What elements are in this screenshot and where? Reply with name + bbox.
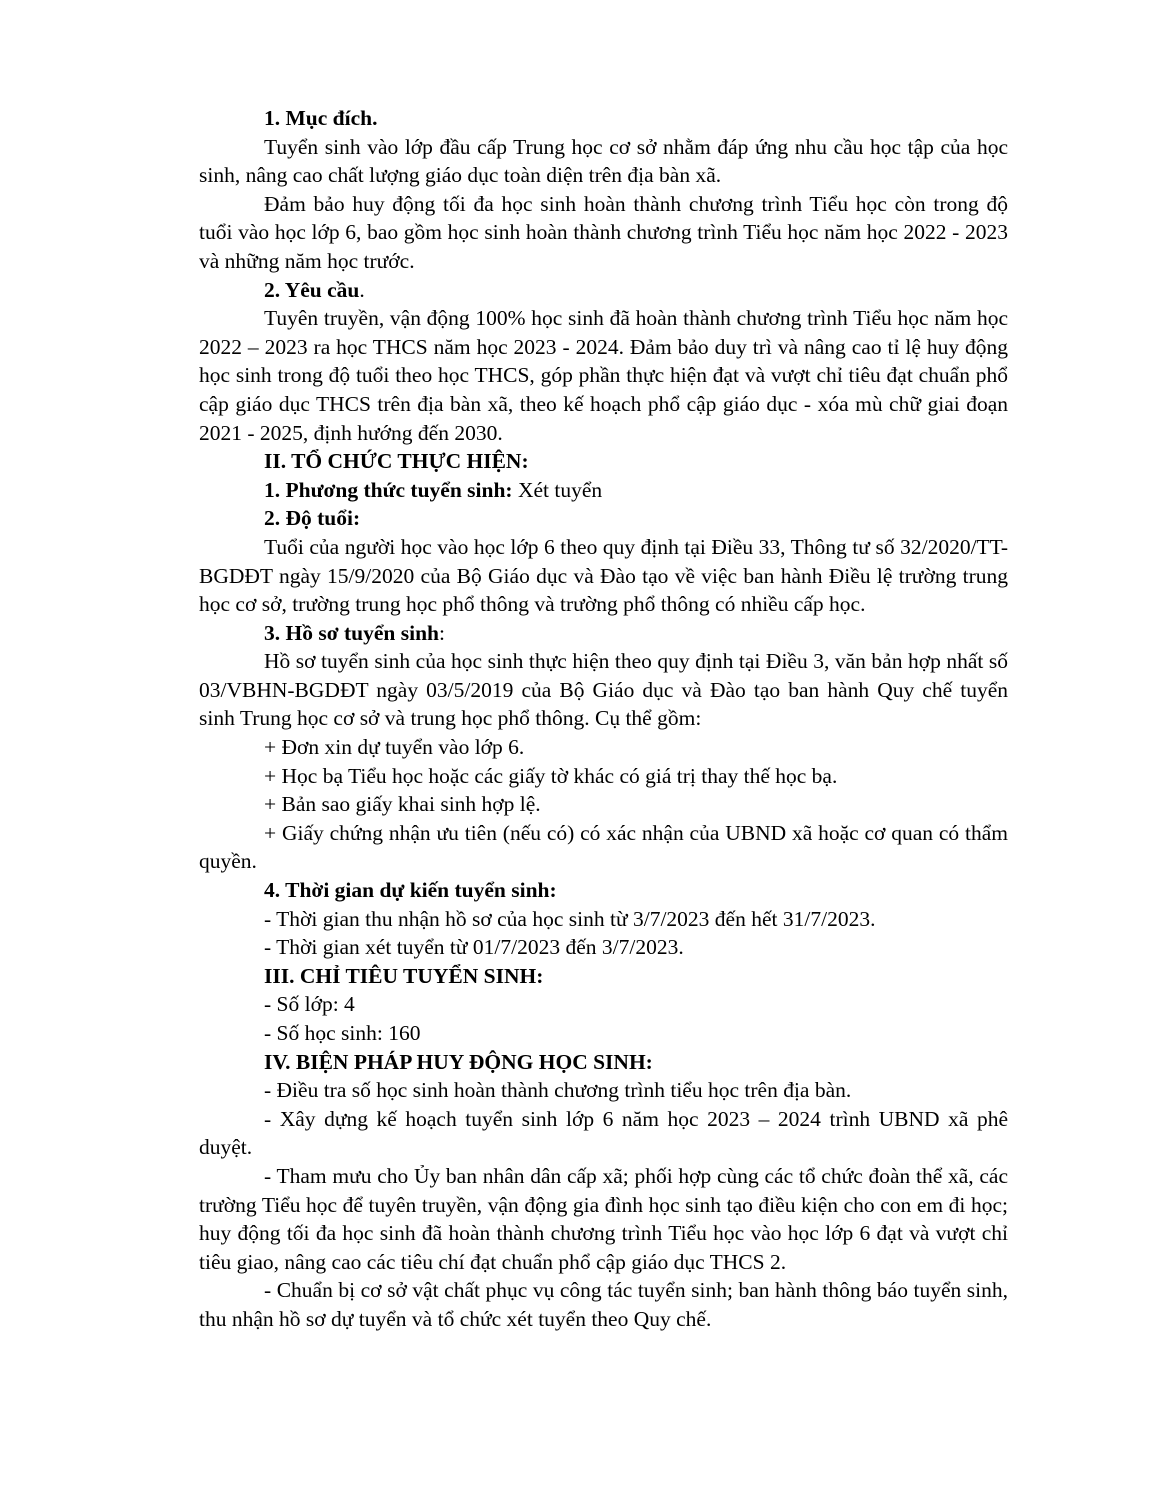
heading-ho-so	[199, 619, 1008, 648]
list-item-xet-tuyen: - Thời gian xét tuyển từ 01/7/2023 đến 3/7/2023.	[264, 935, 684, 960]
heading-thoi-gian: 4. Thời gian dự kiến tuyển sinh:	[264, 878, 557, 903]
list-item-ban-sao: + Bản sao giấy khai sinh hợp lệ.	[264, 792, 541, 817]
heading-muc-dich: 1. Mục đích.	[264, 106, 378, 130]
heading-phuong-thuc	[199, 476, 1008, 505]
heading-to-chuc-thuc-hien: II. TỔ CHỨC THỰC HIỆN:	[264, 449, 529, 474]
heading-phuong-thuc-label: 1. Phương thức tuyển sinh:	[264, 477, 513, 502]
heading-do-tuoi: 2. Độ tuổi:	[264, 506, 361, 531]
list-item-chuan-bi: - Chuẩn bị cơ sở vật chất phục vụ công tác tuyển sinh; ban hành thông báo tuyển sinh, thu nhận hồ sơ dự tuyển và tổ chức xét tuyển theo Quy chế.	[199, 1278, 1008, 1331]
list-item-so-lop: - Số lớp: 4	[264, 992, 355, 1017]
heading-chi-tieu: III. CHỈ TIÊU TUYỂN SINH:	[264, 963, 544, 988]
paragraph-muc-dich-1: Tuyển sinh vào lớp đầu cấp Trung học cơ sở nhằm đáp ứng nhu cầu học tập của học sinh, nâng cao chất lượng giáo dục toàn diện trên địa bàn xã.	[199, 134, 1008, 188]
list-item-xay-dung: - Xây dựng kế hoạch tuyển sinh lớp 6 năm học 2023 – 2024 trình UBND xã phê duyệt.	[199, 1106, 1008, 1160]
list-item-don-xin: + Đơn xin dự tuyển vào lớp 6.	[264, 735, 525, 760]
list-item-giay-chung-nhan: + Giấy chứng nhận ưu tiên (nếu có) có xác nhận của UBND xã hoặc cơ quan có thẩm quyền.	[199, 820, 1008, 874]
heading-yeu-cau-label: 2. Yêu cầu	[264, 277, 360, 302]
paragraph-ho-so: Hồ sơ tuyển sinh của học sinh thực hiện theo quy định tại Điều 3, văn bản hợp nhất số 03/VBHN-BGDĐT ngày 03/5/2019 của Bộ Giáo dục và Đào tạo ban hành Quy chế tuyển sinh Trung học cơ sở và trung học phổ thông. Cụ thể gồm:	[199, 649, 1008, 731]
list-item-dieu-tra: - Điều tra số học sinh hoàn thành chương trình tiểu học trên địa bàn.	[264, 1078, 852, 1103]
heading-ho-so-tail: :	[439, 620, 445, 645]
heading-bien-phap: IV. BIỆN PHÁP HUY ĐỘNG HỌC SINH:	[264, 1049, 653, 1074]
list-item-thu-nhan: - Thời gian thu nhận hồ sơ của học sinh từ 3/7/2023 đến hết 31/7/2023.	[264, 906, 876, 931]
heading-phuong-thuc-value: Xét tuyển	[512, 477, 603, 502]
heading-yeu-cau	[199, 276, 1008, 305]
paragraph-do-tuoi: Tuổi của người học vào học lớp 6 theo quy định tại Điều 33, Thông tư số 32/2020/TT-BGDĐT ngày 15/9/2020 của Bộ Giáo dục và Đào tạo về việc ban hành Điều lệ trường trung học cơ sở, trường trung học phổ thông và trường phổ thông có nhiều cấp học.	[199, 534, 1008, 617]
list-item-so-hoc-sinh: - Số học sinh: 160	[264, 1021, 421, 1045]
document-body	[199, 104, 1008, 1334]
paragraph-muc-dich-2: Đảm bảo huy động tối đa học sinh hoàn thành chương trình Tiểu học còn trong độ tuổi vào học lớp 6, bao gồm học sinh hoàn thành chương trình Tiểu học năm học 2022 - 2023 và những năm học trước.	[199, 191, 1008, 273]
list-item-tham-muu: - Tham mưu cho Ủy ban nhân dân cấp xã; phối hợp cùng các tổ chức đoàn thể xã, các trường Tiểu học để tuyên truyền, vận động gia đình học sinh tạo điều kiện cho con em đi học; huy động tối đa học sinh đã hoàn thành chương trình Tiểu học vào học lớp 6 đạt và vượt chỉ tiêu giao, nâng cao các tiêu chí đạt chuẩn phổ cập giáo dục THCS 2.	[199, 1163, 1008, 1274]
list-item-hoc-ba: + Học bạ Tiểu học hoặc các giấy tờ khác có giá trị thay thế học bạ.	[264, 763, 838, 788]
heading-yeu-cau-tail: .	[359, 277, 365, 302]
paragraph-yeu-cau: Tuyên truyền, vận động 100% học sinh đã hoàn thành chương trình Tiểu học năm học 2022 – 2023 ra học THCS năm học 2023 - 2024. Đảm bảo duy trì và nâng cao tỉ lệ huy động học sinh trong độ tuổi theo học THCS, góp phần thực hiện đạt và vượt chỉ tiêu đạt chuẩn phổ cập giáo dục THCS trên địa bàn xã, theo kế hoạch phổ cập giáo dục - xóa mù chữ giai đoạn 2021 - 2025, định hướng đến 2030.	[199, 306, 1008, 445]
heading-ho-so-label: 3. Hồ sơ tuyển sinh	[264, 620, 439, 645]
